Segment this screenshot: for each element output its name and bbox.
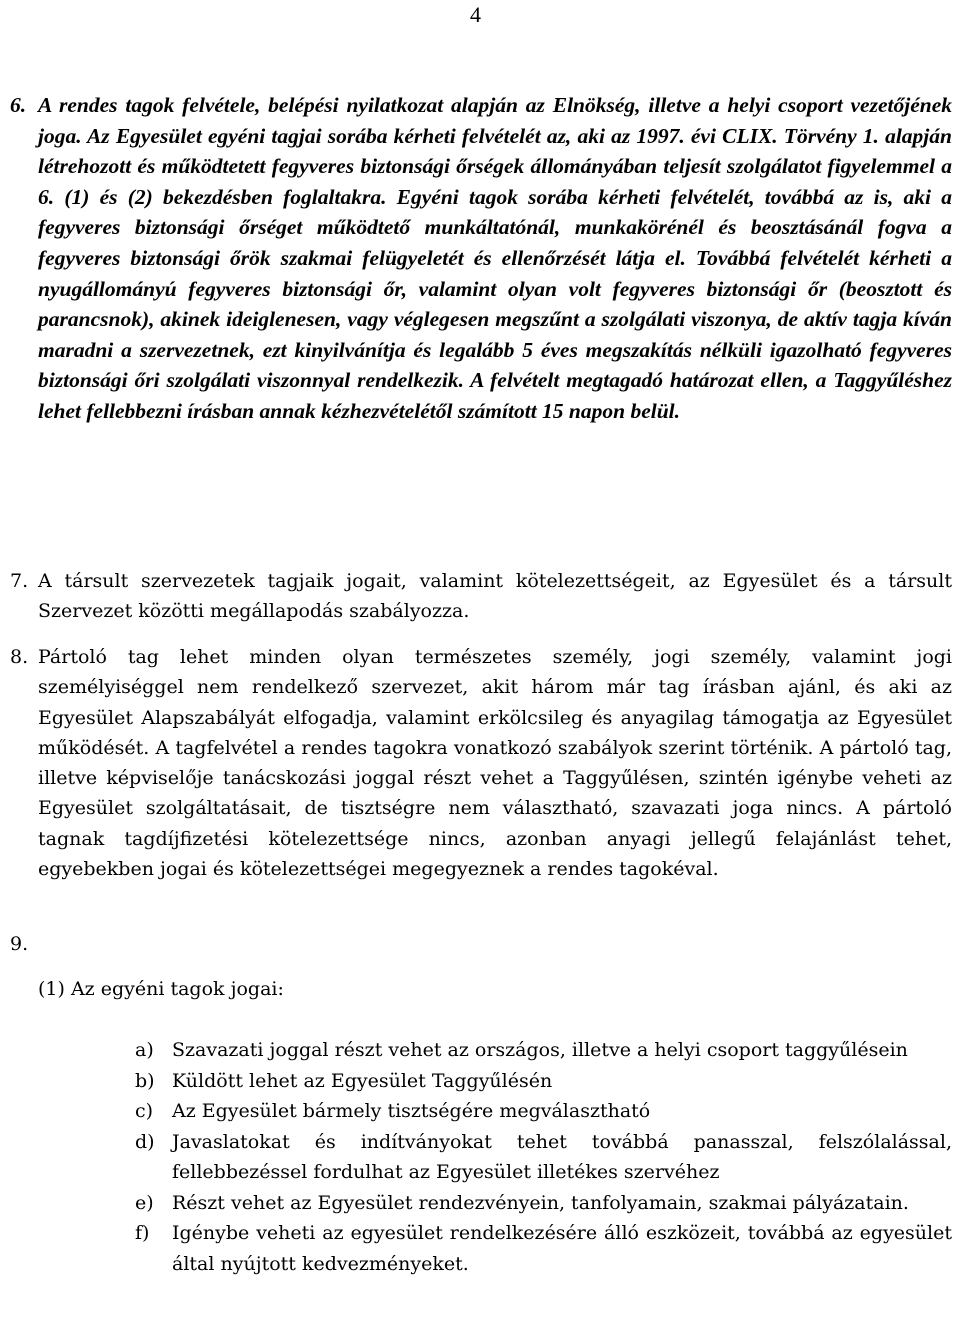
item-letter: b): [135, 1069, 155, 1092]
section-text: Pártoló tag lehet minden olyan természetes személy, jogi személy, valamint jogi személyiséggel nem rendelkező szervezet, akit három már tag írásban ajánl, és aki az Egyesület Alapszabályát elfogadja, valamint erkölcsileg és anyagilag támogatja az Egyesület működését. A tagfelvétel a rendes tagokra vonatkozó szabályok szerint történik. A pártoló tag, illetve képviselője tanácskozási joggal részt vehet a Taggyűlésen, szintén igénybe veheti az Egyesület szolgáltatásait, de tisztségre nem választható, szavazati joga nincs. A pártoló tagnak tagdíjfizetési kötelezettsége nincs, azonban anyagi jellegű felajánlást tehet, egyebekben jogai és kötelezettségei megegyeznek a rendes tagokéval.: [38, 646, 952, 881]
item-letter: a): [135, 1039, 154, 1061]
section-number: 6.: [10, 93, 27, 117]
item-letter: c): [135, 1100, 154, 1122]
item-text: Igénybe veheti az egyesület rendelkezésére álló eszközeit, továbbá az egyesület által nyújtott kedvezményeket.: [172, 1222, 952, 1275]
item-text: Szavazati joggal részt vehet az országos, illetve a helyi csoport taggyűlésein: [172, 1039, 908, 1061]
item-text: Küldött lehet az Egyesület Taggyűlésén: [172, 1069, 553, 1092]
section-text: A társult szervezetek tagjaik jogait, valamint kötelezettségeit, az Egyesület és a társult Szervezet közötti megállapodás szabályozza.: [38, 570, 952, 623]
list-item: [135, 1127, 952, 1188]
section-8: [10, 642, 952, 884]
item-text: Részt vehet az Egyesület rendezvényein, tanfolyamain, szakmai pályázatain.: [172, 1191, 909, 1214]
item-letter: d): [135, 1130, 155, 1153]
item-letter: e): [135, 1191, 154, 1214]
section-number: 7.: [10, 570, 29, 592]
section-number: 9.: [10, 933, 29, 955]
list-item: [135, 1096, 952, 1127]
list-item: [135, 1066, 952, 1097]
section-7: [10, 566, 952, 627]
section-6: [10, 90, 952, 427]
section-number: 8.: [10, 646, 29, 668]
list-item: [135, 1188, 952, 1219]
item-text: Az Egyesület bármely tisztségére megválasztható: [172, 1100, 651, 1122]
page-number: 4: [470, 2, 481, 27]
rights-heading: (1) Az egyéni tagok jogai:: [38, 978, 284, 1000]
list-item: [135, 1035, 952, 1066]
list-item: [135, 1218, 952, 1279]
item-letter: f): [135, 1222, 150, 1244]
rights-list: [135, 1035, 952, 1279]
item-text: Javaslatokat és indítványokat tehet továbbá panasszal, felszólalással, fellebbezéssel fordulhat az Egyesület illetékes szervéhez: [172, 1130, 952, 1183]
section-text: A rendes tagok felvétele, belépési nyilatkozat alapján az Elnökség, illetve a helyi csoport vezetőjének joga. Az Egyesület egyéni tagjai sorába kérheti felvételét az, aki az 1997. évi CLIX. Törvény 1. alapján létrehozott és működtetett fegyveres biztonsági őrségek állományában teljesít szolgálatot figyelemmel a 6. (1) és (2) bekezdésben foglaltakra. Egyéni tagok sorába kérheti felvételét, továbbá az is, aki a fegyveres biztonsági őrséget működtető munkáltatónál, munkakörénél és beosztásánál fogva a fegyveres biztonsági őrök szakmai felügyeletét és ellenőrzését látja el. Továbbá felvételét kérheti a nyugállományú fegyveres biztonsági őr, valamint olyan volt fegyveres biztonsági őr (beosztott és parancsnok), akinek ideiglenesen, vagy véglegesen megszűnt a szolgálati viszonya, de aktív tagja kíván maradni a szervezetnek, ezt kinyilvánítja és legalább 5 éves megszakítás nélküli igazolható fegyveres biztonsági őri szolgálati viszonnyal rendelkezik. A felvételt megtagadó határozat ellen, a Taggyűléshez lehet fellebbezni írásban annak kézhezvételétől számított 15 napon belül.: [38, 93, 952, 423]
